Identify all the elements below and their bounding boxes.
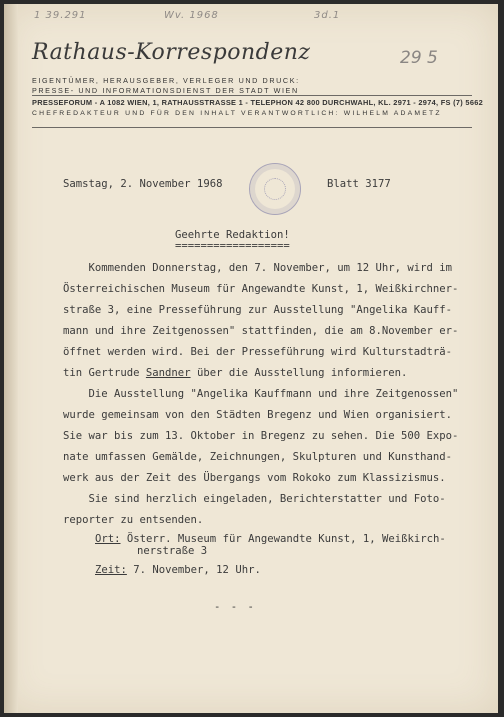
person-name: Sandner (145, 367, 191, 379)
body-line: öffnet werden wird. Bei der Presseführung wird Kulturstadträ- (63, 346, 453, 358)
body-line: Sie war bis zum 13. Oktober in Bregenz zu sehen. Die 500 Expo- (63, 430, 459, 442)
time-value: 7. November, 12 Uhr. (126, 564, 261, 576)
end-mark: - - - (214, 601, 256, 613)
body-line: Sie sind herzlich eingeladen, Berichterstatter und Foto- (63, 493, 446, 505)
pencil-annotation: 3d.1 (314, 10, 341, 21)
body-line: Kommenden Donnerstag, den 7. November, um 12 Uhr, wird im (63, 262, 453, 274)
time-line (95, 564, 261, 576)
body-line: werk aus der Zeit des Übergangs vom Rokoko zum Klassizismus. (63, 472, 446, 484)
header-divider (32, 127, 472, 128)
salutation: Geehrte Redaktion! (175, 229, 290, 241)
document-date: Samstag, 2. November 1968 (63, 178, 223, 190)
venue-line-continued: nerstraße 3 (137, 545, 208, 557)
page-binding-edge (4, 4, 18, 713)
pencil-annotation: Wv. 1968 (164, 10, 219, 21)
publisher-line: EIGENTÜMER, HERAUSGEBER, VERLEGER UND DRUCK: (32, 76, 300, 85)
body-line: reporter zu entsenden. (63, 514, 204, 526)
time-label: Zeit: (95, 564, 127, 576)
body-text: tin Gertrude (63, 367, 146, 379)
document-page (4, 4, 498, 713)
header-divider (32, 95, 472, 96)
archive-stamp (249, 163, 301, 215)
body-line: straße 3, eine Presseführung zur Ausstellung "Angelika Kauff- (63, 304, 453, 316)
venue-value: Österr. Museum für Angewandte Kunst, 1, Weißkirch- (120, 533, 446, 545)
publisher-line: PRESSE- UND INFORMATIONSDIENST DER STADT WIEN (32, 86, 299, 95)
venue-line (95, 533, 446, 545)
body-line: Österreichischen Museum für Angewandte Kunst, 1, Weißkirchner- (63, 283, 459, 295)
body-line (63, 367, 407, 379)
body-line: wurde gemeinsam von den Städten Bregenz und Wien organisiert. (63, 409, 453, 421)
body-line: nate umfassen Gemälde, Zeichnungen, Skulpturen und Kunsthand- (63, 451, 453, 463)
handwritten-number: 29 5 (400, 48, 438, 68)
body-line: mann und ihre Zeitgenossen" stattfinden, die am 8.November er- (63, 325, 459, 337)
pencil-annotation: 1 39.291 (34, 10, 87, 21)
address-line: PRESSEFORUM - A 1082 WIEN, 1, RATHAUSSTRASSE 1 - TELEPHON 42 800 DURCHWAHL, KL. 2971 - 2974, FS (7) 5662 (32, 98, 484, 107)
salutation-underline: ================== (175, 240, 290, 252)
body-text: über die Ausstellung informieren. (190, 367, 408, 379)
editor-line: CHEFREDAKTEUR UND FÜR DEN INHALT VERANTWORTLICH: WILHELM ADAMETZ (32, 110, 442, 117)
masthead-title: Rathaus-Korrespondenz (32, 40, 311, 65)
venue-label: Ort: (95, 533, 121, 545)
body-line: Die Ausstellung "Angelika Kauffmann und ihre Zeitgenossen" (63, 388, 459, 400)
sheet-number: Blatt 3177 (327, 178, 391, 190)
